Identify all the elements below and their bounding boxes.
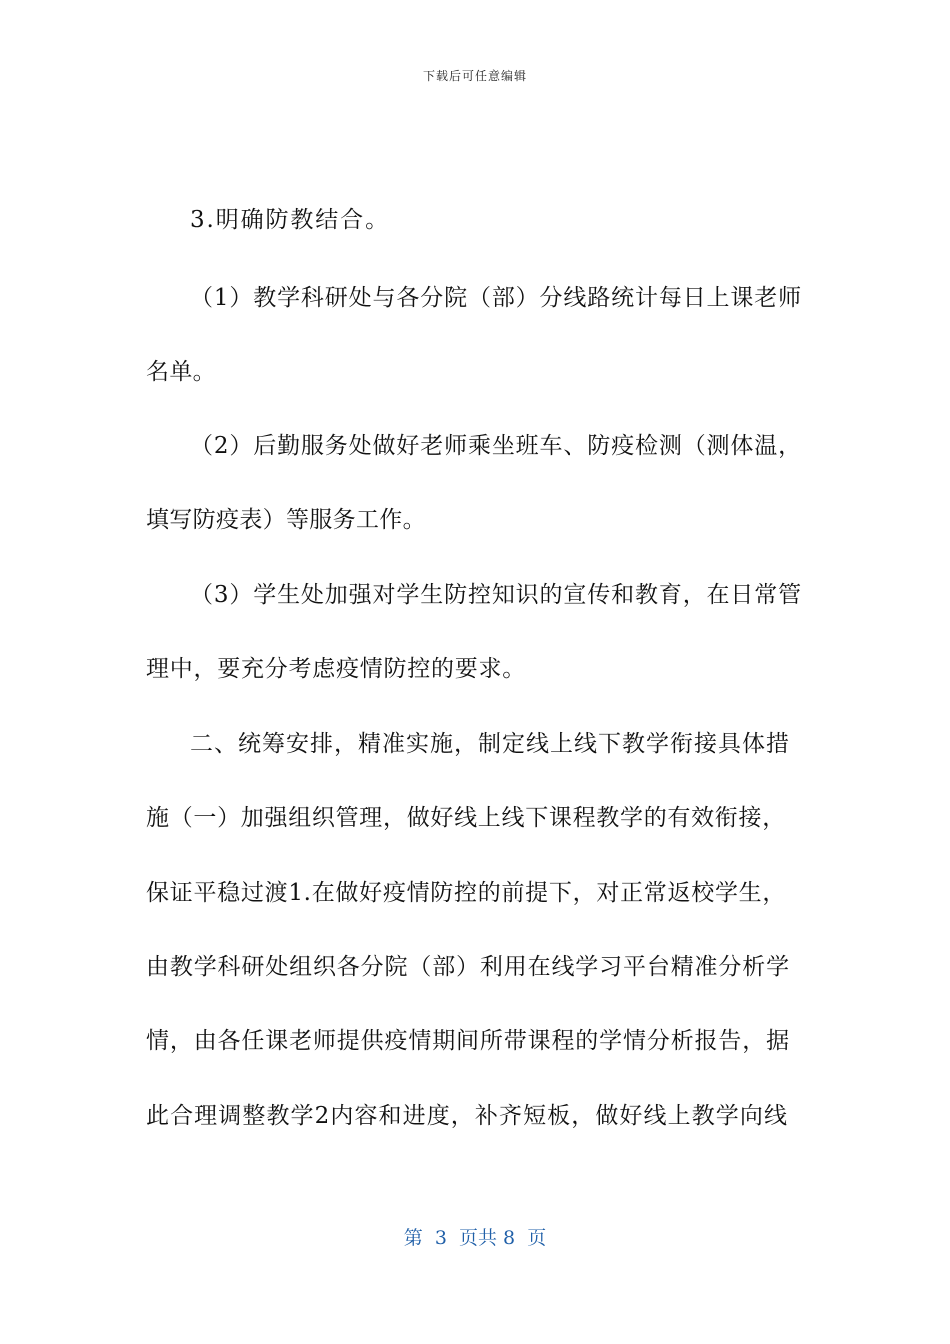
body-line: 填写防疫表）等服务工作。 <box>146 507 426 533</box>
page-number-footer: 第 3 页共 8 页 <box>403 1227 547 1249</box>
body-line: 情，由各任课老师提供疫情期间所带课程的学情分析报告，据 <box>146 1028 790 1054</box>
body-line: 由教学科研处组织各分院（部）利用在线学习平台精准分析学 <box>146 954 790 980</box>
body-line: 名单。 <box>146 359 216 385</box>
header-note: 下载后可任意编辑 <box>422 69 527 83</box>
body-line: 保证平稳过渡1.在做好疫情防控的前提下，对正常返校学生， <box>146 880 787 906</box>
body-line: 二、统筹安排，精准实施，制定线上线下教学衔接具体措 <box>190 731 790 757</box>
body-line: 施（一）加强组织管理，做好线上线下课程教学的有效衔接， <box>146 805 786 831</box>
body-line: 3.明确防教结合。 <box>190 207 390 233</box>
body-line: （3）学生处加强对学生防控知识的宣传和教育，在日常管 <box>190 582 802 608</box>
body-line: （1）教学科研处与各分院（部）分线路统计每日上课老师 <box>190 285 802 311</box>
body-line: （2）后勤服务处做好老师乘坐班车、防疫检测（测体温， <box>190 433 802 459</box>
body-line: 理中，要充分考虑疫情防控的要求。 <box>146 656 526 682</box>
body-line: 此合理调整教学2内容和进度，补齐短板，做好线上教学向线 <box>146 1103 789 1129</box>
